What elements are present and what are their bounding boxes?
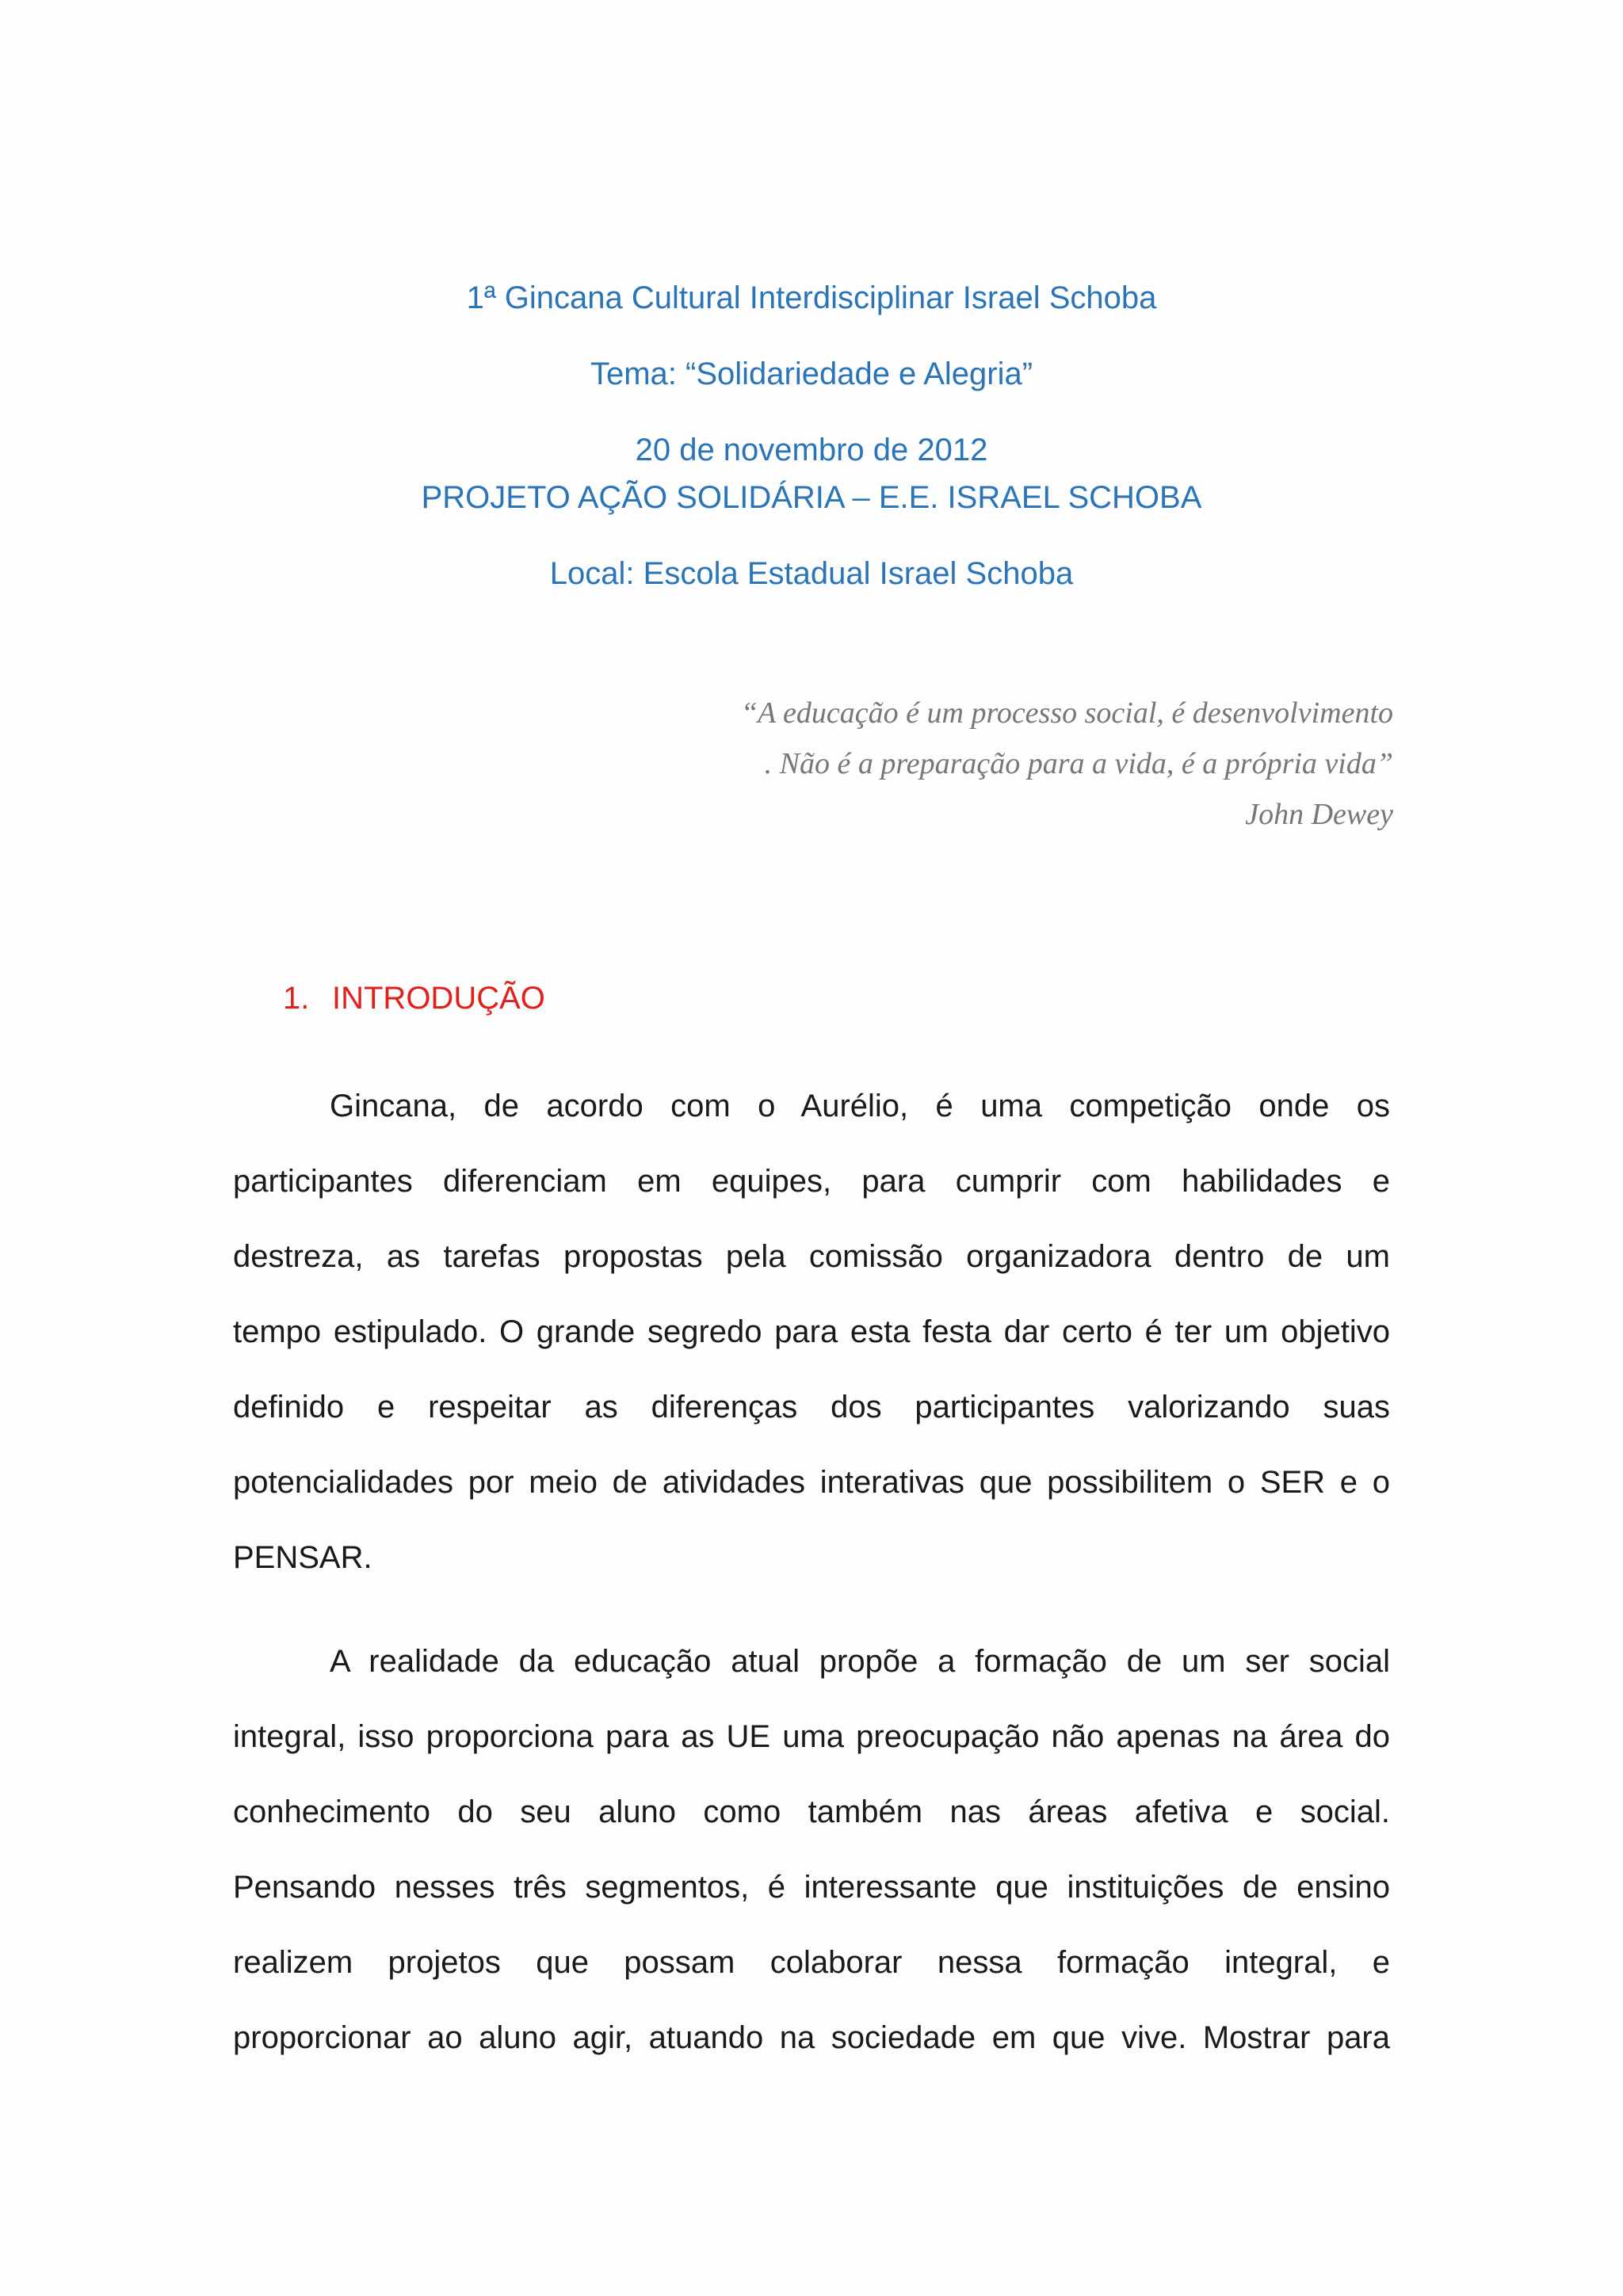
epigraph-quote: [741, 688, 1393, 840]
paragraph-line: destreza, as tarefas propostas pela comissão organizadora dentro de um: [233, 1239, 1390, 1274]
paragraph-line: A realidade da educação atual propõe a formação de um ser social: [330, 1644, 1390, 1679]
event-location: Local: Escola Estadual Israel Schoba: [549, 556, 1074, 591]
paragraph-line: conhecimento do seu aluno como também nas áreas afetiva e social.: [233, 1794, 1390, 1829]
project-name: PROJETO AÇÃO SOLIDÁRIA – E.E. ISRAEL SCHOBA: [421, 480, 1202, 515]
paragraph-line: definido e respeitar as diferenças dos participantes valorizando suas: [233, 1390, 1390, 1425]
event-theme: Tema: “Solidariedade e Alegria”: [590, 357, 1033, 391]
paragraph-line: proporcionar ao aluno agir, atuando na sociedade em que vive. Mostrar para: [233, 2020, 1390, 2055]
paragraph-1: [233, 1069, 1390, 1596]
paragraph-line: potencialidades por meio de atividades interativas que possibilitem o SER e o: [233, 1465, 1390, 1500]
quote-line: “A educação é um processo social, é desenvolvimento: [740, 696, 1393, 730]
section-number: 1.: [283, 981, 310, 1016]
paragraph-line: Gincana, de acordo com o Aurélio, é uma competição onde os: [330, 1089, 1390, 1123]
paragraph-line: Pensando nesses três segmentos, é interessante que instituições de ensino: [233, 1870, 1390, 1905]
section-title: INTRODUÇÃO: [332, 981, 545, 1016]
section-heading: [283, 979, 545, 1017]
paragraph-line: participantes diferenciam em equipes, para cumprir com habilidades e: [233, 1164, 1390, 1199]
paragraph-line: realizem projetos que possam colaborar nessa formação integral, e: [233, 1945, 1390, 1980]
event-date: 20 de novembro de 2012: [635, 433, 988, 467]
event-title: 1ª Gincana Cultural Interdisciplinar Israel Schoba: [466, 280, 1157, 315]
quote-author: John Dewey: [1245, 798, 1393, 831]
paragraph-line: PENSAR.: [233, 1540, 372, 1575]
paragraph-line: integral, isso proporciona para as UE uma preocupação não apenas na área do: [233, 1719, 1390, 1754]
paragraph-2: [233, 1624, 1390, 2076]
quote-line: . Não é a preparação para a vida, é a própria vida”: [764, 747, 1393, 780]
paragraph-line: tempo estipulado. O grande segredo para esta festa dar certo é ter um objetivo: [233, 1314, 1390, 1349]
